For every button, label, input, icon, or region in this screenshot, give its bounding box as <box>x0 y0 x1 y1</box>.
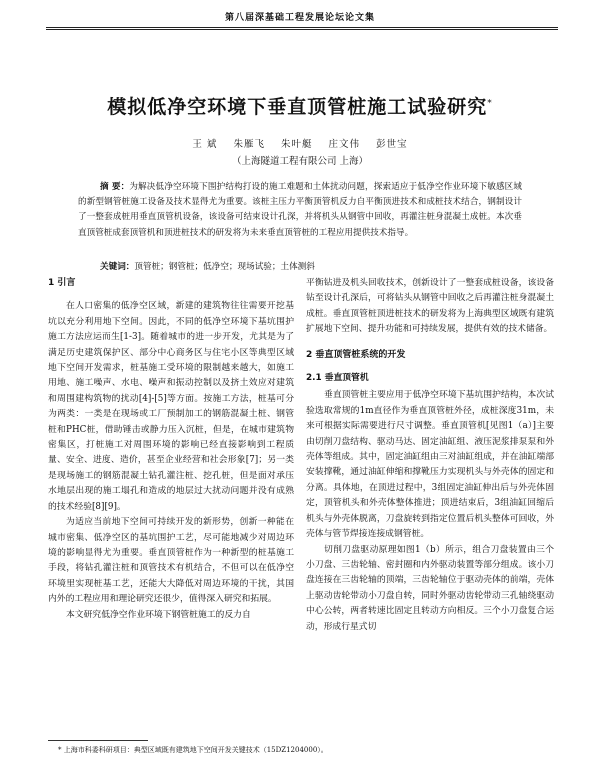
author: 彭世宝 <box>376 139 408 150</box>
section-heading-introduction: 1 引言 <box>48 278 76 288</box>
left-column <box>48 276 294 623</box>
author: 庄文伟 <box>328 139 361 150</box>
keywords <box>78 260 522 274</box>
title-text: 模拟低净空环境下垂直顶管桩施工试验研究 <box>107 96 488 118</box>
paragraph: 为适应当前地下空间可持续开发的新形势，创新一种能在城市密集、低净空区的基坑围护工艺，尽可能地减少对周边环境的影响显得尤为重要。垂直顶管桩作为一种新型的桩基施工手段，将钻孔灌注桩和顶管技术有机结合，不但可以在低净空环境里实现桩基工艺，还能大大降低对周边环境的干扰，其国内外的工程应用和理论研究还很少，值得深入研究和拓展。 <box>48 517 294 605</box>
title-footnote-mark: * <box>487 98 493 109</box>
header-rule <box>46 27 558 28</box>
section-heading-system: 2 垂直顶管桩系统的开发 <box>306 349 406 360</box>
subsection-heading: 2.1 垂直顶管机 <box>306 373 369 384</box>
running-header: 第八届深基础工程发展论坛论文集 <box>224 13 375 23</box>
paragraph: 平衡钻进及机头回收技术，创新设计了一整套成桩设备，该设备钻至设计孔深后，可将钻头从钢管中回收之后再灌注桩身混凝土成桩。垂直顶管桩顶进桩技术的研发将为上海典型区域既有建筑扩展地下空间、提升功能和可持续发展，提供有效的技术储备。 <box>306 278 554 335</box>
paragraph: 本文研究低净空作业环境下钢管桩施工的反力自 <box>66 609 251 620</box>
keywords-label: 关键词： <box>100 262 135 272</box>
author: 朱叶艇 <box>281 139 313 150</box>
footnote-rule <box>48 740 148 741</box>
footnote: * 上海市科委科研项目：典型区域既有建筑地下空间开发关键技术（15DZ1204000）。 <box>58 746 328 754</box>
author: 朱雁飞 <box>233 139 265 150</box>
paragraph: 垂直顶管桩主要应用于低净空环境下基坑围护结构，本次试验选取常规的1m直径作为垂直顶管桩外径，成桩深度31m，未来可根据实际需要进行尺寸调整。垂直顶管机[见图1（a）]主要由切削刀盘结构、驱动马达、固定油缸组、液压泥浆排泵泵和外壳体等组成。其中，固定油缸组由三对油缸组成，并在油缸端部安装撑靴，通过油缸伸缩和撑靴压力实现机头与外壳体的固定和分离。具体地，在顶进过程中，3组固定油缸伸出后与外壳体固定，顶管机头和外壳体整体推进；顶进结束后，3组油缸回缩后机头与外壳体脱离，刀盘旋转到指定位置后机头整体可回收，外壳体与管节焊接连接成钢管桩。 <box>306 390 554 540</box>
author-list <box>0 136 600 150</box>
abstract <box>78 180 522 241</box>
author: 王 斌 <box>192 139 218 150</box>
affiliation: （上海隧道工程有限公司 上海） <box>231 156 369 167</box>
abstract-text: 为解决低净空环境下围护结构打设的施工难题和土体扰动问题，探索适应于低净空作业环境下敏感区域的新型钢管桩施工设备及技术显得尤为重要。该桩主压力平衡顶管机反力自平衡顶进技术和成桩技术结合，钢制设计了一整套成桩用垂直顶管机设备，该设备可结束设计孔深，并将机头从钢管中回收，再灌注桩身混凝土成桩。本次垂直顶管桩成套顶管机和顶进桩技术的研发将为未来垂直顶管桩的工程应用提供技术指导。 <box>78 182 522 238</box>
right-column <box>306 276 554 635</box>
paragraph: 切削刀盘驱动原理如图1（b）所示，组合刀盘装置由三个小刀盘、三齿轮轴、密封圈和内外驱动装置等部分组成。该小刀盘连接在三齿轮轴的顶端，三齿轮轴位于驱动壳体的前端，壳体上驱动齿轮带动小刀盘自转，同时外驱动齿轮带动三孔轴绕驱动中心公转，两者转速比固定且转动方向相反。三个小刀盘复合运动，形成行星式切 <box>306 544 554 632</box>
keywords-text: 顶管桩；钢管桩；低净空；现场试验；土体测斜 <box>134 262 315 272</box>
paragraph: 在人口密集的低净空区域，新建的建筑物往往需要开挖基坑以充分利用地下空间。因此，不同的低净空环境下基坑围护施工方法应运而生[1-3]。随着城市的进一步开发，尤其是为了满足历史建筑保护区、部分中心商务区与住宅小区等典型区域地下空间开发需求，桩基施工受环境的限制越来越大，如施工用地、施工噪声、水电、噪声和振动控制以及挤土效应对建筑和周围建构筑物的扰动[4]-[5]等方面。按施工方法，桩基可分为两类：一类是在现场或工厂预制加工的钢筋混凝土桩、钢管桩和PHC桩，借助锤击或静力压入沉桩，但是，在城市建筑物密集区，打桩施工对周围环境的影响已经直接影响到工程质量、安全、进度、造价，甚至企业经营和社会形象[7]；另一类是现场施工的钢筋混凝土钻孔灌注桩、挖孔桩，但是面对承压水地层出现的施工塌孔和造成的地层过大扰动问题并没有成熟的技术经验[8][9]。 <box>48 301 294 512</box>
header-rule-secondary <box>46 29 558 30</box>
abstract-label: 摘 要： <box>100 182 130 192</box>
paper-title <box>0 92 600 119</box>
